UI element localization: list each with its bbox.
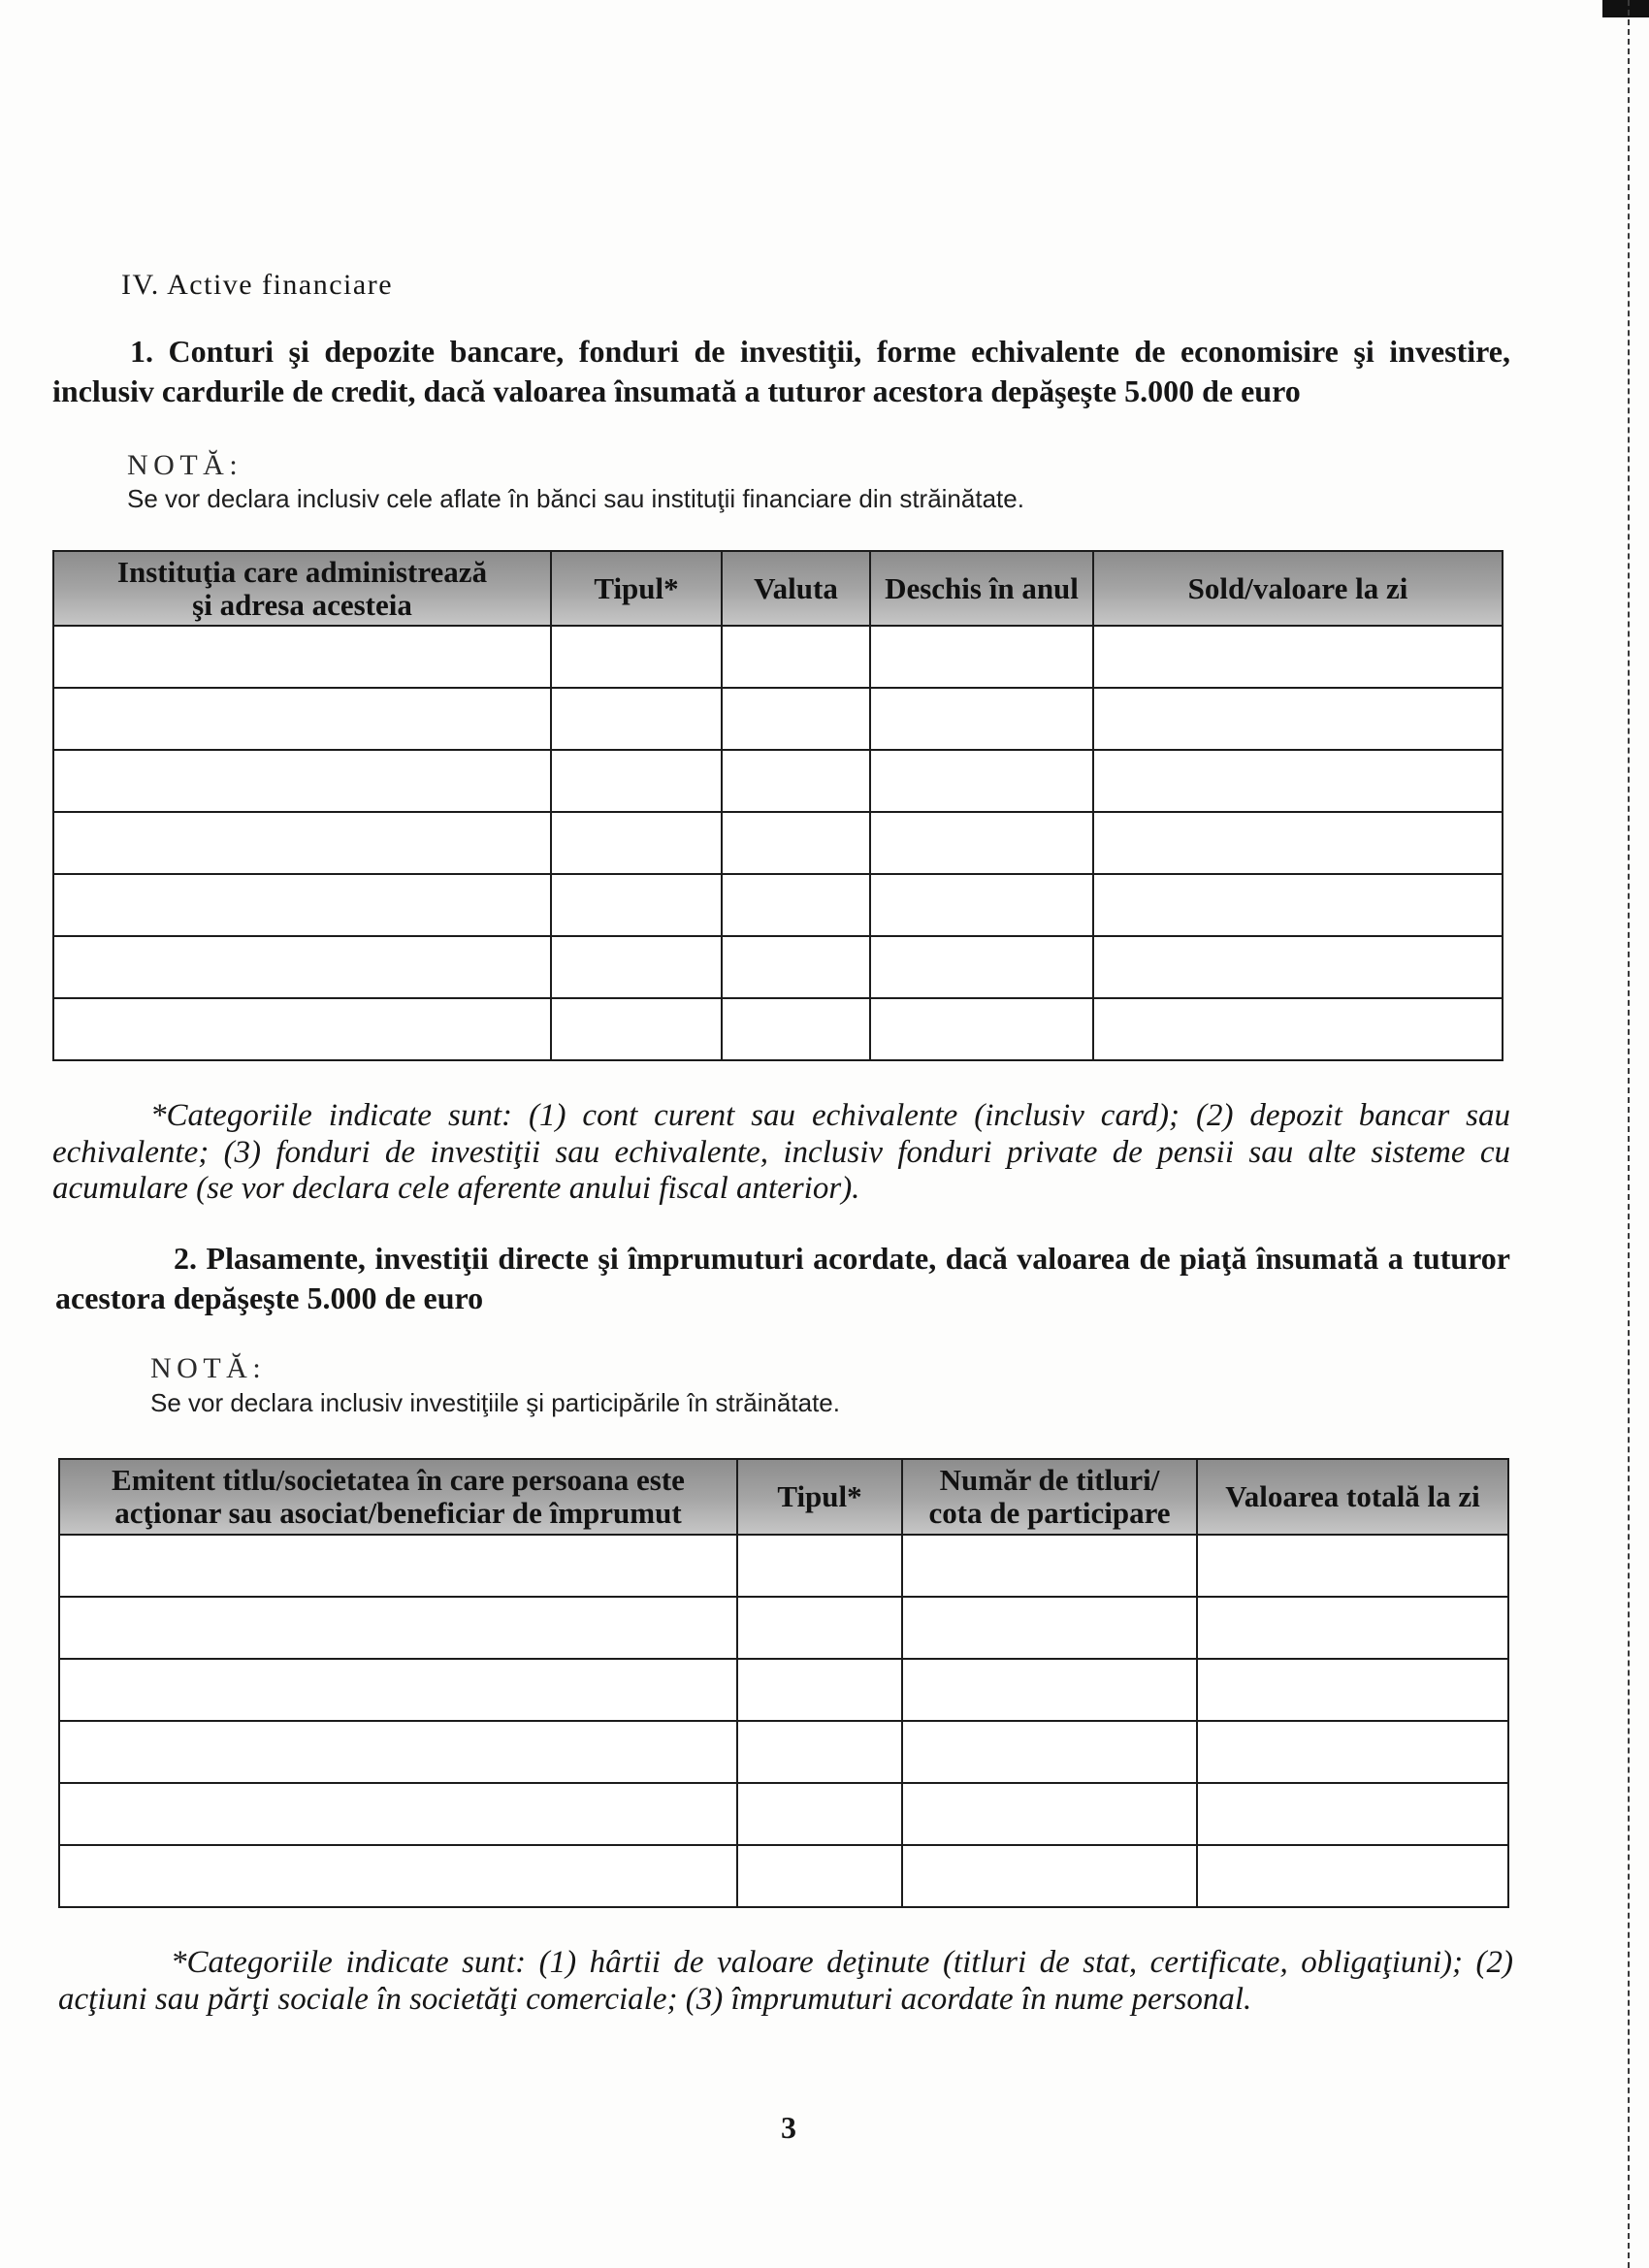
table-cell [551,688,722,750]
table-cell [870,812,1093,874]
table-cell [551,998,722,1060]
table-cell [551,936,722,998]
table-cell [722,688,870,750]
table-row [59,1597,1508,1659]
table-row [59,1535,1508,1597]
table-cell [737,1721,902,1783]
page-number: 3 [781,2110,796,2145]
accounts-heading: 1. Conturi şi depozite bancare, fonduri de investiţii, forme echivalente de economisire şi investire, inclusiv cardurile de credit, dacă valoarea însumată a tuturor acestora depăşeşte 5.000 de euro [52,334,1510,408]
table-cell [722,936,870,998]
table-cell [902,1721,1197,1783]
table-cell [53,874,551,936]
table-cell [902,1845,1197,1907]
table-cell [551,750,722,812]
header-currency: Valuta [722,551,870,626]
table-header-row [53,551,1503,626]
table-row [59,1659,1508,1721]
table-cell [1197,1659,1508,1721]
accounts-footnote: *Categoriile indicate sunt: (1) cont curent sau echivalente (inclusiv card); (2) depozit bancar sau echivalente; (3) fonduri de investiţii sau echivalente, inclusiv fonduri private de pensii sau alte sisteme cu acumulare (se vor declara cele aferente anului fiscal anterior). [52,1098,1510,1206]
table-row [59,1721,1508,1783]
table-cell [1093,750,1503,812]
table-cell [551,812,722,874]
table-cell [53,750,551,812]
table-cell [870,750,1093,812]
table-cell [722,998,870,1060]
accounts-table-body [53,626,1503,1060]
table-cell [1093,874,1503,936]
accounts-table [52,550,1504,1061]
header-share-count: Număr de titluri/ cota de participare [902,1459,1197,1535]
header-opened-year: Deschis în anul [870,551,1093,626]
table-row [53,750,1503,812]
investments-footnote: *Categoriile indicate sunt: (1) hârtii de valoare deţinute (titluri de stat, certificate, obligaţiuni); (2) acţiuni sau părţi sociale în societăţi comerciale; (3) împrumuturi acordate în nume personal. [58,1945,1513,2017]
table-cell [870,688,1093,750]
table-cell [722,812,870,874]
scan-edge-line [1628,0,1630,2268]
table-cell [59,1659,737,1721]
table-cell [1197,1535,1508,1597]
table-cell [1093,998,1503,1060]
accounts-note-label: NOTĂ: [127,449,243,481]
section-title: IV. Active financiare [121,269,394,301]
table-cell [902,1535,1197,1597]
table-cell [737,1535,902,1597]
table-cell [902,1659,1197,1721]
table-row [53,874,1503,936]
header-total-value: Valoarea totală la zi [1197,1459,1508,1535]
table-cell [1093,936,1503,998]
table-cell [722,750,870,812]
table-cell [1093,688,1503,750]
table-cell [53,812,551,874]
table-cell [59,1845,737,1907]
table-cell [53,626,551,688]
table-cell [722,874,870,936]
table-row [53,936,1503,998]
scan-corner-mark [1602,0,1649,17]
table-cell [870,626,1093,688]
table-cell [737,1597,902,1659]
table-cell [551,874,722,936]
table-cell [1197,1721,1508,1783]
table-cell [902,1783,1197,1845]
investments-table [58,1458,1509,1908]
header-institution: Instituţia care administrează şi adresa acesteia [53,551,551,626]
table-row [59,1783,1508,1845]
table-cell [1197,1597,1508,1659]
table-header-row [59,1459,1508,1535]
table-cell [870,998,1093,1060]
investments-table-body [59,1535,1508,1907]
header-type: Tipul* [551,551,722,626]
table-cell [737,1845,902,1907]
table-row [53,812,1503,874]
table-row [53,626,1503,688]
table-cell [1197,1783,1508,1845]
table-cell [53,998,551,1060]
table-cell [53,688,551,750]
header-issuer: Emitent titlu/societatea în care persoana este acţionar sau asociat/beneficiar de împrumut [59,1459,737,1535]
table-row [59,1845,1508,1907]
table-cell [551,626,722,688]
header-type: Tipul* [737,1459,902,1535]
table-cell [1093,626,1503,688]
accounts-note-text: Se vor declara inclusiv cele aflate în bănci sau instituţii financiare din străinătate. [127,484,1024,513]
table-cell [870,936,1093,998]
table-cell [59,1535,737,1597]
table-row [53,688,1503,750]
table-cell [870,874,1093,936]
table-cell [902,1597,1197,1659]
table-cell [59,1783,737,1845]
table-cell [722,626,870,688]
investments-note-text: Se vor declara inclusiv investiţiile şi participările în străinătate. [150,1388,840,1417]
header-balance: Sold/valoare la zi [1093,551,1503,626]
table-row [53,998,1503,1060]
investments-note-label: NOTĂ: [150,1352,267,1384]
table-cell [1197,1845,1508,1907]
table-cell [59,1721,737,1783]
table-cell [737,1783,902,1845]
table-cell [1093,812,1503,874]
investments-heading: 2. Plasamente, investiţii directe şi împrumuturi acordate, dacă valoarea de piaţă însumată a tuturor acestora depăşeşte 5.000 de euro [55,1241,1510,1315]
table-cell [59,1597,737,1659]
table-cell [737,1659,902,1721]
table-cell [53,936,551,998]
